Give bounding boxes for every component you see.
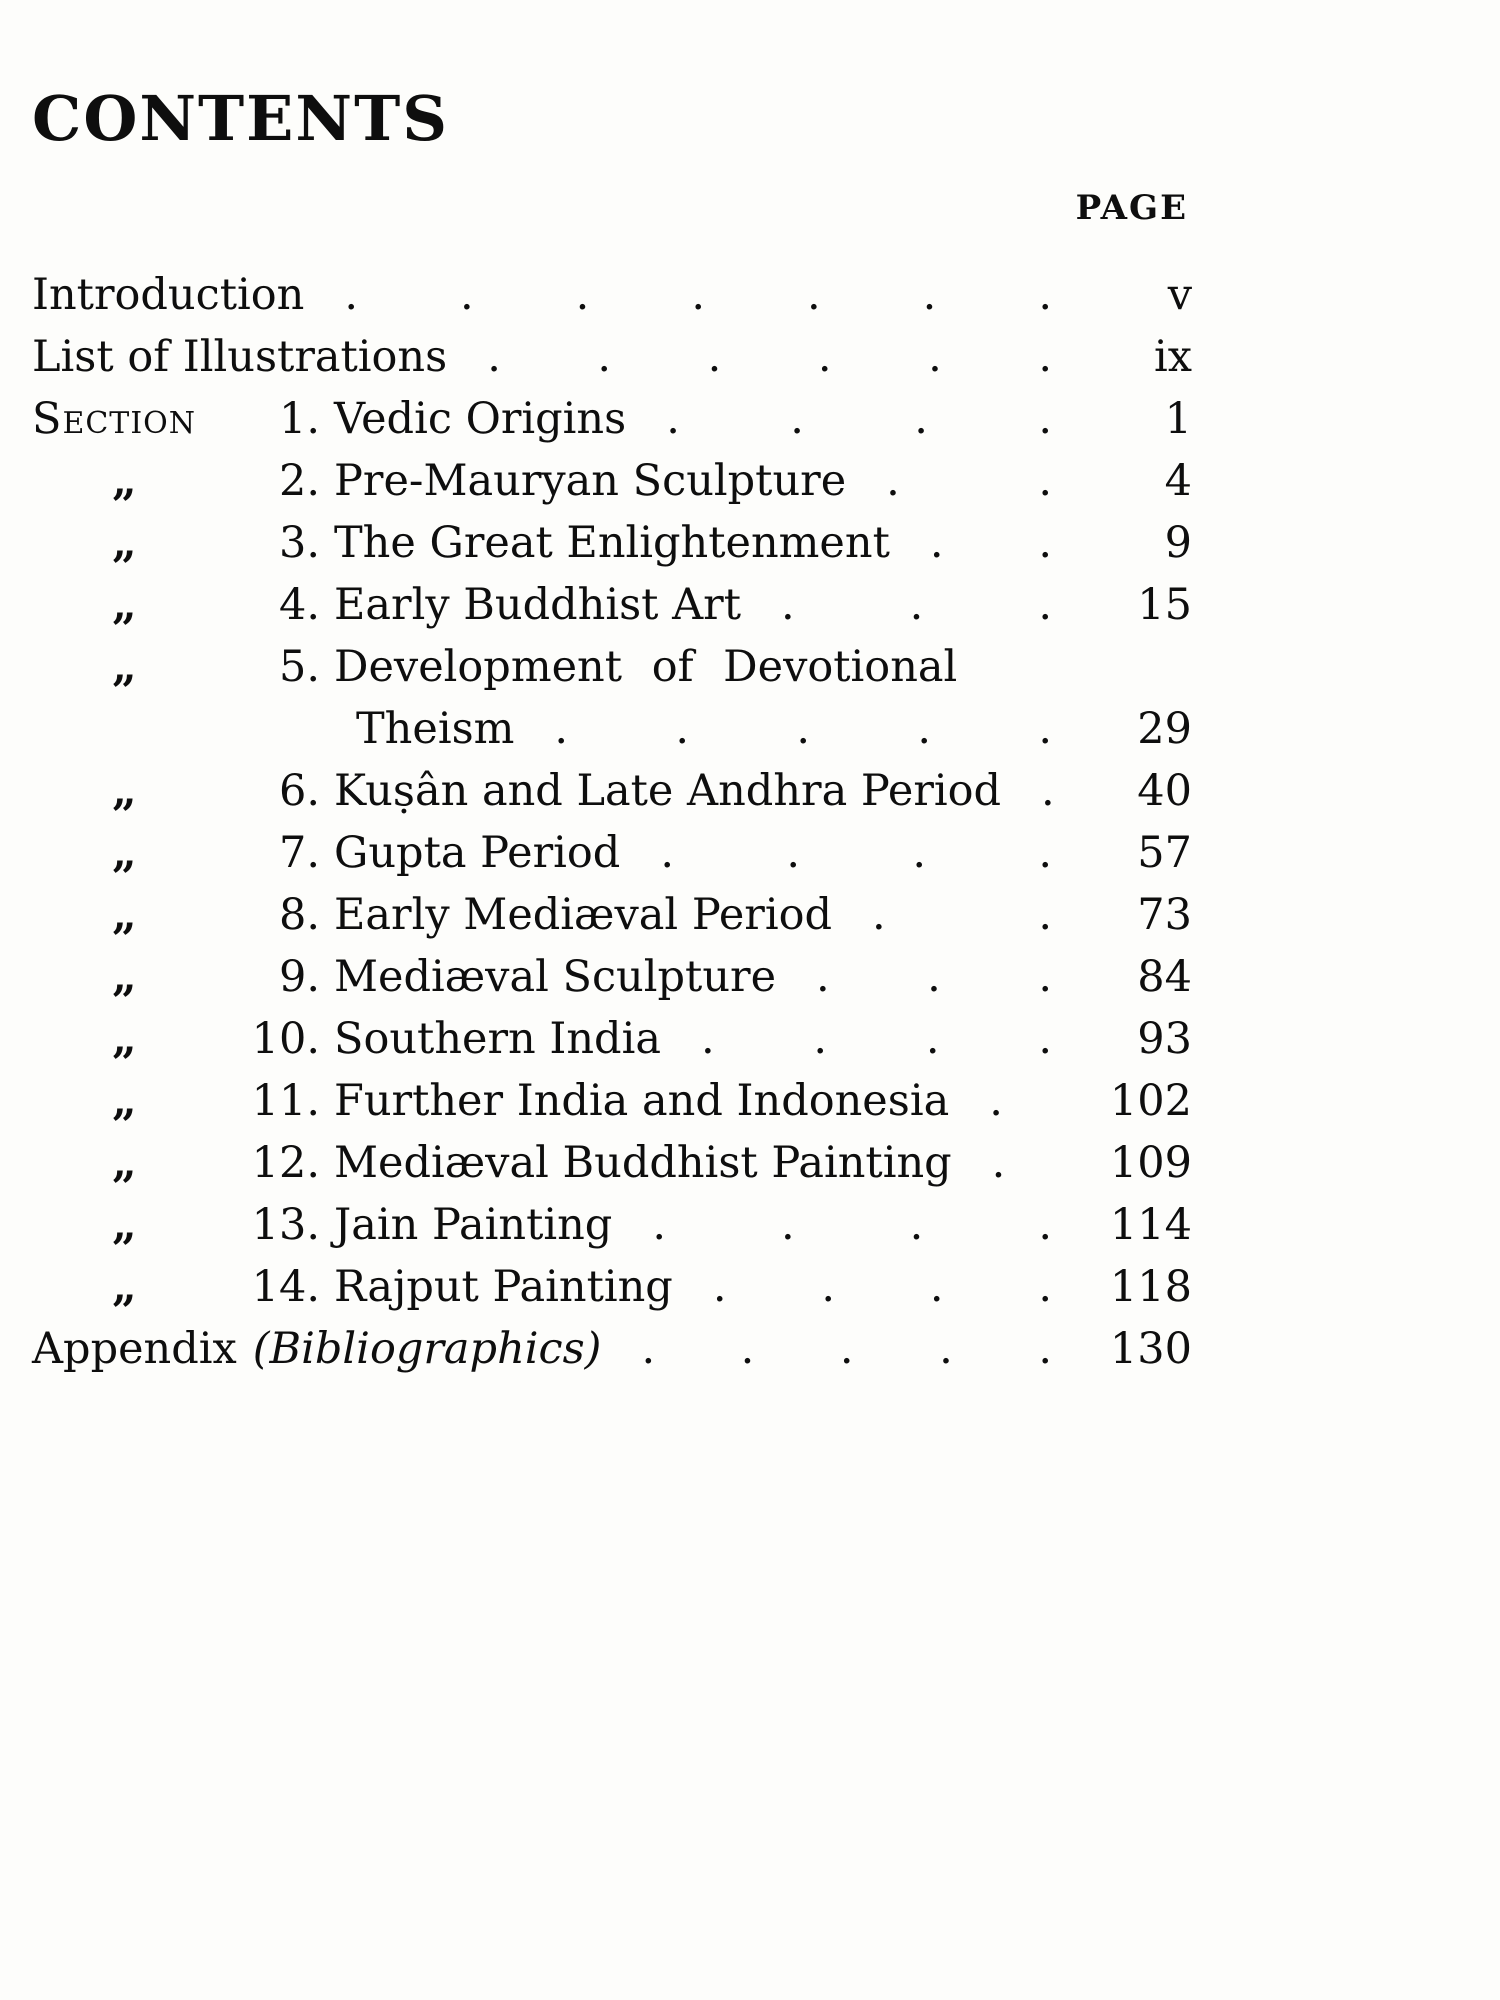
section-number: 11.: [251, 1076, 320, 1126]
section-title: Early Buddhist Art: [334, 580, 741, 630]
toc-row-appendix: [32, 1324, 1192, 1386]
dot-leader: . . . .: [700, 1014, 1052, 1064]
toc-content: [32, 82, 1192, 1386]
dot-leader: .: [991, 1138, 1006, 1188]
page-number: 84: [1137, 952, 1192, 1002]
dot-leader: . . . .: [652, 1200, 1052, 1250]
page-number: 57: [1137, 828, 1192, 878]
section-number: 10.: [251, 1014, 320, 1064]
section-number: 3.: [278, 518, 320, 568]
section-title: Mediæval Buddhist Painting: [334, 1138, 952, 1188]
ditto-mark: „: [112, 518, 137, 568]
dot-leader: . . . . .: [641, 1324, 1052, 1374]
dot-leader: . .: [886, 456, 1052, 506]
section-title: Further India and Indonesia: [334, 1076, 950, 1126]
toc-row-introduction: [32, 270, 1192, 332]
toc-row-section-14: [32, 1262, 1192, 1324]
toc-row-section-3: [32, 518, 1192, 580]
page-number: 40: [1137, 766, 1192, 816]
section-title: Development of Devotional: [334, 642, 958, 692]
toc-row-section-13: [32, 1200, 1192, 1262]
page-title: CONTENTS: [32, 82, 450, 155]
toc-row-section-8: [32, 890, 1192, 952]
section-number: 8.: [278, 890, 320, 940]
page-number: 93: [1137, 1014, 1192, 1064]
dot-leader: . . . . . .: [487, 332, 1052, 382]
ditto-mark: „: [112, 828, 137, 878]
page-number: 9: [1164, 518, 1192, 568]
dot-leader: .: [1041, 766, 1055, 816]
section-number: 7.: [278, 828, 320, 878]
appendix-label-italic: (Bibliographics): [252, 1324, 602, 1374]
section-title: Gupta Period: [334, 828, 621, 878]
toc-row-section-5-continuation: [32, 704, 1192, 766]
section-title: Jain Painting: [334, 1200, 613, 1250]
toc-row-section-4: [32, 580, 1192, 642]
section-number: 6.: [278, 766, 320, 816]
dot-leader: . . . .: [666, 394, 1052, 444]
section-number: 9.: [278, 952, 320, 1002]
dot-leader: . . . .: [712, 1262, 1052, 1312]
toc-row-section-11: [32, 1076, 1192, 1138]
ditto-mark: „: [112, 1200, 137, 1250]
dot-leader: . .: [929, 518, 1052, 568]
section-number: 4.: [278, 580, 320, 630]
entry-label: List of Illustrations: [32, 332, 448, 382]
toc-row-list-of-illustrations: [32, 332, 1192, 394]
toc-row-section-7: [32, 828, 1192, 890]
page-column-header: PAGE: [1075, 188, 1188, 228]
section-number: 2.: [278, 456, 320, 506]
section-title: Rajput Painting: [334, 1262, 673, 1312]
section-number: 12.: [251, 1138, 320, 1188]
page-number: 29: [1137, 704, 1192, 754]
toc-row-section-6: [32, 766, 1192, 828]
page-number: v: [1167, 270, 1192, 320]
page-number: 114: [1109, 1200, 1192, 1250]
ditto-mark: „: [112, 952, 137, 1002]
section-word: Section: [32, 394, 197, 444]
appendix-label: Appendix: [32, 1324, 237, 1374]
dot-leader: . .: [872, 890, 1052, 940]
section-title: Early Mediæval Period: [334, 890, 832, 940]
section-number: 1.: [278, 394, 320, 444]
ditto-mark: „: [112, 1262, 137, 1312]
page-number: 109: [1109, 1138, 1192, 1188]
section-number: 14.: [251, 1262, 320, 1312]
section-number: 5.: [278, 642, 320, 692]
section-title: Kuṣân and Late Andhra Period: [334, 766, 1002, 816]
toc-row-section-12: [32, 1138, 1192, 1200]
ditto-mark: „: [112, 890, 137, 940]
section-title: Mediæval Sculpture: [334, 952, 777, 1002]
page-number: 102: [1109, 1076, 1192, 1126]
section-title: The Great Enlightenment: [334, 518, 890, 568]
section-number: 13.: [251, 1200, 320, 1250]
ditto-mark: „: [112, 642, 137, 692]
dot-leader: . . .: [816, 952, 1052, 1002]
dot-leader: . . . . . . .: [344, 270, 1052, 320]
ditto-mark: „: [112, 1138, 137, 1188]
toc-row-section-9: [32, 952, 1192, 1014]
page-number: ix: [1153, 332, 1192, 382]
ditto-mark: „: [112, 766, 137, 816]
section-title-continuation: Theism: [356, 704, 515, 754]
page-number: 73: [1137, 890, 1192, 940]
ditto-mark: „: [112, 1014, 137, 1064]
table-of-contents: [32, 270, 1192, 1386]
section-title: Vedic Origins: [334, 394, 627, 444]
ditto-mark: „: [112, 1076, 137, 1126]
dot-leader: . . .: [781, 580, 1052, 630]
toc-row-section-1: [32, 394, 1192, 456]
page-number: 1: [1164, 394, 1192, 444]
page-number: 15: [1137, 580, 1192, 630]
page-number: 130: [1109, 1324, 1192, 1374]
ditto-mark: „: [112, 456, 137, 506]
dot-leader: .: [989, 1076, 1003, 1126]
section-title: Pre-Mauryan Sculpture: [334, 456, 847, 506]
dot-leader: . . . .: [660, 828, 1052, 878]
dot-leader: . . . . .: [554, 704, 1052, 754]
toc-row-section-2: [32, 456, 1192, 518]
ditto-mark: „: [112, 580, 137, 630]
entry-label: Introduction: [32, 270, 305, 320]
section-title: Southern India: [334, 1014, 661, 1064]
page-number: 4: [1164, 456, 1192, 506]
toc-row-section-10: [32, 1014, 1192, 1076]
page-number: 118: [1109, 1262, 1192, 1312]
toc-row-section-5: [32, 642, 1192, 704]
